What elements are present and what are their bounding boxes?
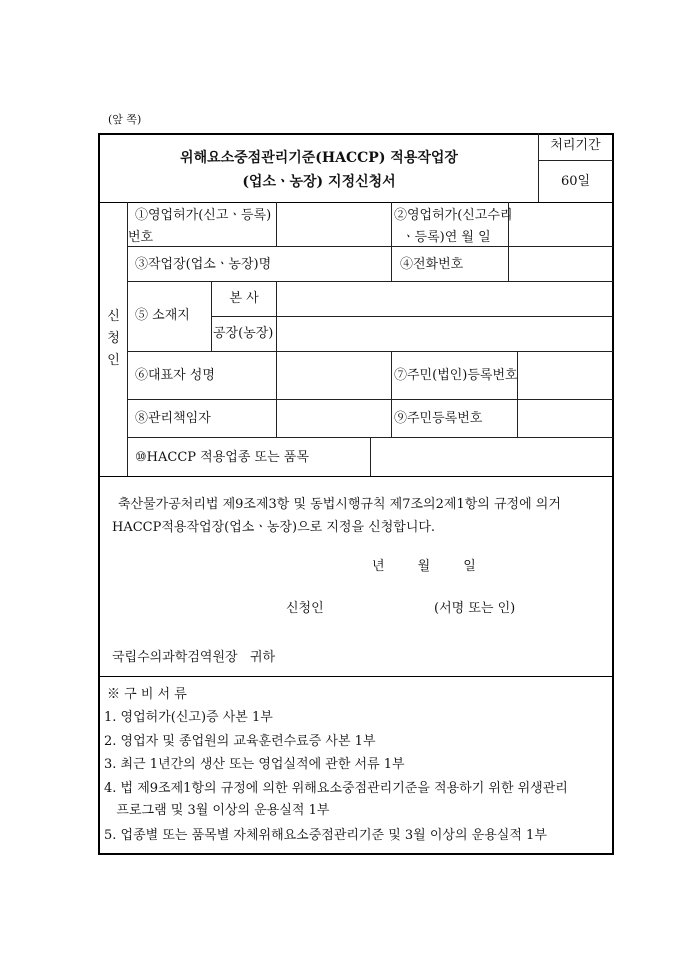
- row1-bottom: [127, 246, 613, 247]
- frame-right: [612, 133, 614, 855]
- required-doc-item: 5. 업종별 또는 품목별 자체위해요소중점관리기준 및 3월 이상의 운용실적 1부: [104, 828, 547, 843]
- field-5a-label: 본 사: [229, 291, 259, 306]
- period-inner-line: [538, 160, 613, 161]
- field-2-label-line1: ②영업허가(신고수리: [394, 208, 513, 223]
- field-10-label: ⑩HACCP 적용업종 또는 품목: [135, 450, 309, 465]
- sign-note: (서명 또는 인): [434, 601, 516, 616]
- row2-div-b: [508, 246, 509, 281]
- field-5-label: ⑤ 소재지: [135, 308, 190, 323]
- applicant-sign-label: 신청인: [286, 601, 324, 616]
- applicant-section-bottom: [98, 476, 614, 477]
- frame-top: [98, 133, 614, 135]
- row1-div-a: [276, 202, 277, 247]
- statement-line1: 축산물가공처리법 제9조제3항 및 동법시행규칙 제7조의2제1항의 규정에 의거: [118, 497, 561, 512]
- applicant-vertical-label: 신 청 인: [107, 309, 120, 368]
- row5-div-c: [517, 399, 518, 437]
- statement-line2: HACCP적용작업장(업소ㆍ농장)으로 지정을 신청합니다.: [112, 520, 436, 535]
- field-1-label-line1: ①영업허가(신고ㆍ등록): [135, 208, 272, 223]
- required-doc-item: 프로그램 및 3월 이상의 운용실적 1부: [104, 803, 330, 818]
- field-7-label: ⑦주민(법인)등록번호: [394, 368, 518, 383]
- required-doc-item: 1. 영업허가(신고)증 사본 1부: [104, 710, 273, 725]
- row5-div-a: [276, 399, 277, 437]
- form-title-line2: (업소ㆍ농장) 지정신청서: [242, 174, 396, 190]
- header-bottom-line: [98, 202, 614, 203]
- field-4-label: ④전화번호: [400, 257, 464, 272]
- row1-div-b: [391, 202, 392, 247]
- row4-div-a: [276, 351, 277, 399]
- field-8-label: ⑧관리책임자: [135, 411, 211, 426]
- row2-bottom: [127, 281, 613, 282]
- frame-left: [98, 133, 100, 855]
- required-docs-title: ※ 구 비 서 류: [107, 687, 187, 702]
- field-2-label-line2: ㆍ등록)연 월 일: [402, 230, 491, 245]
- row2-div-a: [391, 246, 392, 281]
- row3-mid: [211, 316, 613, 317]
- field-1-label-line2: 번호: [128, 230, 154, 245]
- field-6-label: ⑥대표자 성명: [135, 368, 215, 383]
- field-3-label: ③작업장(업소ㆍ농장)명: [135, 257, 272, 272]
- form-title-line1: 위해요소중점관리기준(HACCP) 적용작업장: [180, 150, 458, 166]
- required-doc-item: 4. 법 제9조제1항의 규정에 의한 위해요소중점관리기준을 적용하기 위한 위생관리: [104, 781, 568, 796]
- required-doc-item: 2. 영업자 및 종업원의 교육훈련수료증 사본 1부: [104, 734, 376, 749]
- row4-div-b: [391, 351, 392, 399]
- field-9-label: ⑨주민등록번호: [394, 411, 483, 426]
- processing-period-label: 처리기간: [550, 138, 601, 153]
- processing-period-value: 60일: [560, 174, 591, 189]
- frame-bottom: [98, 853, 614, 855]
- row6-div-a: [370, 437, 371, 476]
- docs-section-top: [98, 676, 614, 677]
- row3-bottom: [127, 351, 613, 352]
- application-date: 년 월 일: [372, 559, 476, 574]
- page-side-label: (앞 쪽): [108, 113, 142, 126]
- required-doc-item: 3. 최근 1년간의 생산 또는 영업실적에 관한 서류 1부: [104, 757, 405, 772]
- row4-bottom: [127, 399, 613, 400]
- field-5b-label: 공장(농장): [213, 326, 274, 341]
- addressee: 국립수의과학검역원장 귀하: [112, 650, 276, 665]
- row5-div-b: [391, 399, 392, 437]
